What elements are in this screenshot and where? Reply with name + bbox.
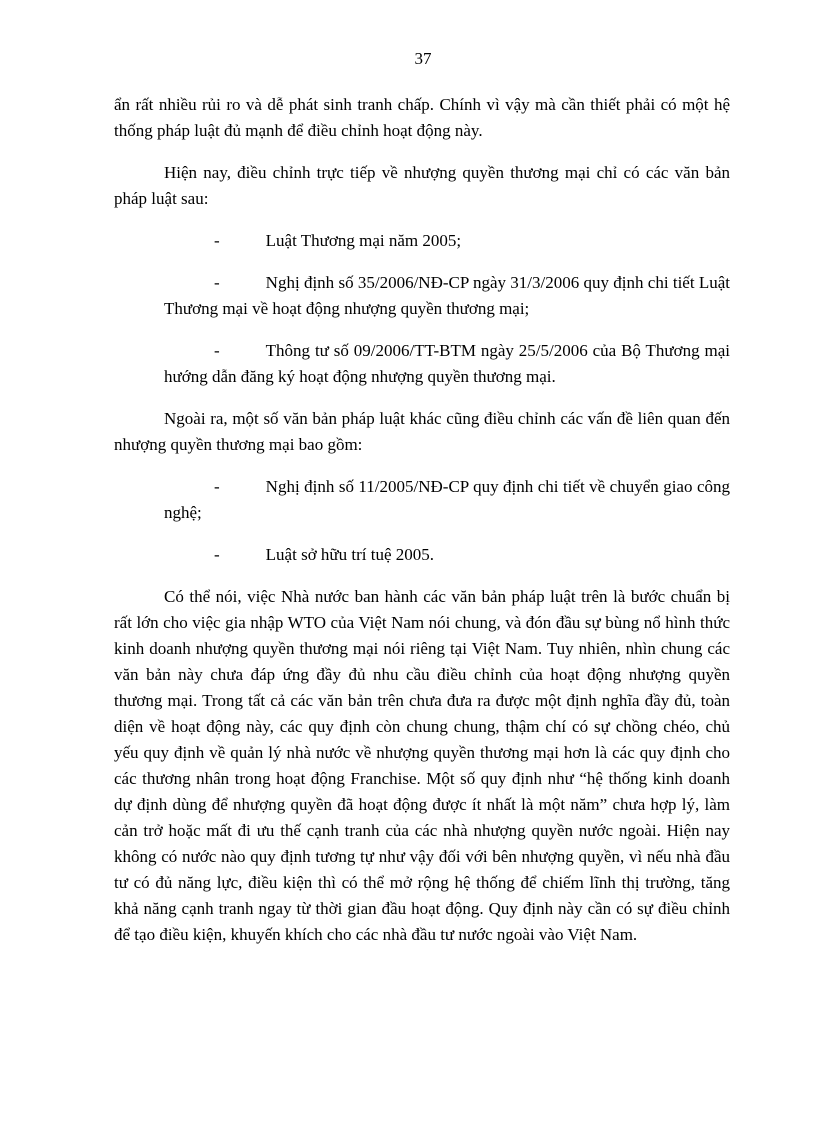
paragraph-analysis: Có thể nói, việc Nhà nước ban hành các văn bản pháp luật trên là bước chuẩn bị rất lớn cho việc gia nhập WTO của Việt Nam nói chung, và đón đầu sự bùng nổ hình thức kinh doanh nhượng quyền thương mại nói riêng tại Việt Nam. Tuy nhiên, nhìn chung các văn bản này chưa đáp ứng đầy đủ nhu cầu điều chỉnh của hoạt động nhượng quyền thương mại. Trong tất cả các văn bản trên chưa đưa ra được một định nghĩa đầy đủ, toàn diện về hoạt động này, các quy định còn chung chung, thậm chí có sự chồng chéo, chủ yếu quy định về quản lý nhà nước về nhượng quyền thương mại hơn là các quy định cho các thương nhân trong hoạt động Franchise. Một số quy định như “hệ thống kinh doanh dự định dùng để nhượng quyền đã hoạt động được ít nhất là một năm” chưa hợp lý, làm cản trở hoặc mất đi ưu thế cạnh tranh của các nhà nhượng quyền nước ngoài. Hiện nay không có nước nào quy định tương tự như vậy đối với bên nhượng quyền, vì nếu nhà đầu tư có đủ năng lực, điều kiện thì có thể mở rộng hệ thống để chiếm lĩnh thị trường, tăng khả năng cạnh tranh ngay từ thời gian đầu hoạt động. Quy định này cần có sự điều chỉnh để tạo điều kiện, khuyến khích cho các nhà đầu tư nước ngoài vào Việt Nam.: [114, 587, 730, 944]
paragraph-other-laws: Ngoài ra, một số văn bản pháp luật khác cũng điều chỉnh các vấn đề liên quan đến nhượng quyền thương mại bao gồm:: [114, 409, 730, 454]
list-item-commercial-law: [164, 228, 730, 254]
document-body: [114, 92, 730, 948]
page-number: 37: [414, 49, 432, 68]
list-item-text: Luật Thương mại năm 2005;: [265, 231, 462, 250]
list-dash: -: [214, 545, 220, 564]
list-item-decree-35: [164, 270, 730, 322]
list-item-text: Luật sở hữu trí tuệ 2005.: [265, 545, 435, 564]
list-item-text: Nghị định số 11/2005/NĐ-CP quy định chi tiết về chuyển giao công nghệ;: [164, 477, 730, 522]
paragraph-intro-laws: Hiện nay, điều chỉnh trực tiếp về nhượng quyền thương mại chỉ có các văn bản pháp luật sau:: [114, 163, 730, 208]
list-item-text: Nghị định số 35/2006/NĐ-CP ngày 31/3/2006 quy định chi tiết Luật Thương mại về hoạt động nhượng quyền thương mại;: [164, 273, 730, 318]
paragraph-continuation: ẩn rất nhiều rủi ro và dễ phát sinh tranh chấp. Chính vì vậy mà cần thiết phải có một hệ thống pháp luật đủ mạnh để điều chỉnh hoạt động này.: [114, 95, 730, 140]
list-dash: -: [214, 231, 220, 250]
list-dash: -: [214, 341, 220, 360]
list-item-circular-09: [164, 338, 730, 390]
list-item-text: Thông tư số 09/2006/TT-BTM ngày 25/5/2006 của Bộ Thương mại hướng dẫn đăng ký hoạt động nhượng quyền thương mại.: [164, 341, 730, 386]
list-dash: -: [214, 477, 220, 496]
list-item-decree-11: [164, 474, 730, 526]
list-item-ip-law: [164, 542, 730, 568]
list-dash: -: [214, 273, 220, 292]
